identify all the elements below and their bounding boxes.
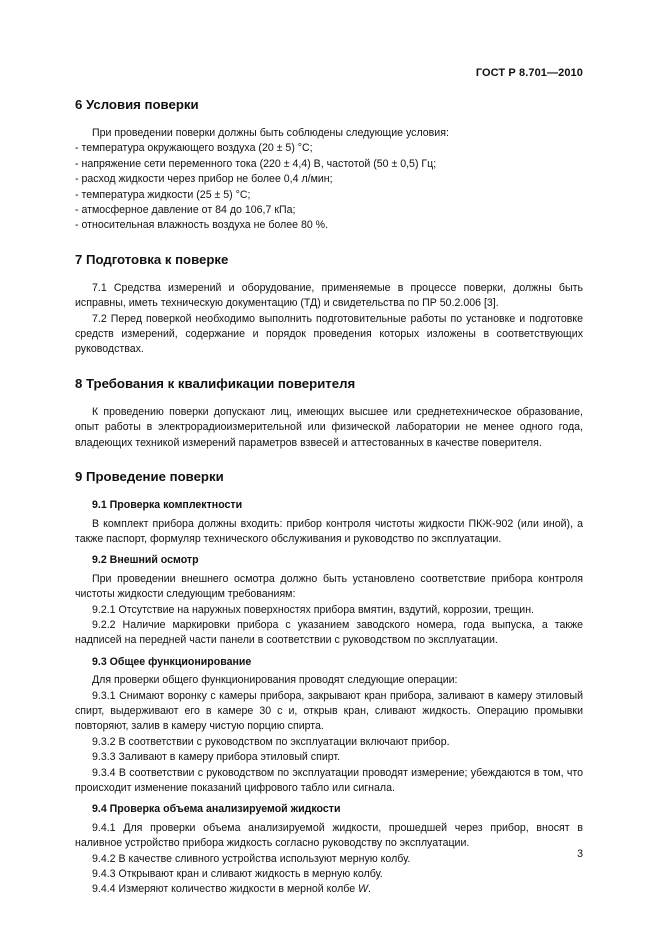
section-7-title: 7 Подготовка к поверке [75, 251, 229, 267]
paragraph-9-3-4: 9.3.4 В соответствии с руководством по эксплуатации проводят измерение; убеждаются в том, что происходит изменение показаний цифрового табло или сигнала. [75, 766, 583, 794]
subsection-9-4-title: 9.4 Проверка объема анализируемой жидкости [92, 803, 341, 816]
list-item: - атмосферное давление от 84 до 106,7 кПа; [75, 204, 296, 217]
conditions-list [75, 141, 583, 233]
paragraph-9-4-3: 9.4.3 Открывают кран и сливают жидкость в мерную колбу. [92, 868, 383, 881]
paragraph-9-1: В комплект прибора должны входить: прибор контроля чистоты жидкости ПКЖ-902 (или иной), а также паспорт, формуляр технического обслуживания и руководство по эксплуатации. [75, 517, 583, 545]
list-item: - температура жидкости (25 ± 5) °С; [75, 188, 251, 201]
subsection-9-2-title: 9.2 Внешний осмотр [92, 554, 199, 567]
paragraph-9-4-2: 9.4.2 В качестве сливного устройства используют мерную колбу. [92, 852, 411, 865]
section-9-title: 9 Проведение поверки [75, 469, 224, 485]
paragraph-9-4-4-end: . [368, 883, 371, 896]
section-6-intro: При проведении поверки должны быть соблюдены следующие условия: [92, 127, 449, 139]
document-body [75, 93, 583, 898]
list-item: - относительная влажность воздуха не более 80 %. [75, 219, 329, 232]
section-8-title: 8 Требования к квалификации поверителя [75, 375, 356, 391]
page-number: 3 [577, 848, 583, 860]
paragraph-9-3-3: 9.3.3 Заливают в камеру прибора этиловый спирт. [92, 751, 341, 764]
paragraph-9-4-1: 9.4.1 Для проверки объема анализируемой жидкости, прошедшей через прибор, вносят в наливное устройство прибора жидкость согласно руководству по эксплуатации. [75, 821, 583, 850]
list-item: - температура окружающего воздуха (20 ± 5) °С; [75, 142, 313, 155]
paragraph-9-4-4 [75, 882, 583, 897]
list-item: - напряжение сети переменного тока (220 ± 4,4) В, частотой (50 ± 0,5) Гц; [75, 157, 437, 170]
paragraph-9-3-2: 9.3.2 В соответствии с руководством по эксплуатации включают прибор. [92, 735, 450, 748]
paragraph-9-3-1: 9.3.1 Снимают воронку с камеры прибора, закрывают кран прибора, заливают в камеру этиловый спирт, выдерживают его в камере 30 с и, открыв кран, сливают жидкость. Операцию промывки повторяют, залив в камеру чистую порцию спирта. [75, 689, 583, 733]
section-6-title: 6 Условия поверки [75, 97, 199, 112]
paragraph-9-4-4-text: 9.4.4 Измеряют количество жидкости в мерной колбе [92, 883, 359, 896]
subsection-9-1-title: 9.1 Проверка комплектности [92, 499, 243, 512]
subsection-9-3-title: 9.3 Общее функционирование [92, 655, 252, 668]
paragraph-8: К проведению поверки допускают лиц, имеющих высшее или среднетехническое образование, опыт работы в электрорадиоизмерительной или физической лаборатории не менее одного года, владеющих техникой измерений параметров взвесей и аттестованных в качестве поверителя. [75, 405, 583, 449]
paragraph-9-2-1: 9.2.1 Отсутствие на наружных поверхностях прибора вмятин, вздутий, коррозии, трещин. [92, 603, 535, 616]
paragraph-7-2: 7.2 Перед поверкой необходимо выполнить подготовительные работы по установке и подготовке средств измерений, содержание и порядок проведения которых изложены в соответствующих руководствах. [75, 312, 583, 356]
paragraph-7-1: 7.1 Средства измерений и оборудование, применяемые в процессе поверки, должны быть исправны, иметь техническую документацию (ТД) и свидетельства по ПР 50.2.006 [3]. [75, 281, 583, 310]
paragraph-9-2-2: 9.2.2 Наличие маркировки прибора с указанием заводского номера, года выпуска, а также надписей на передней части панели в соответствии с руководством по эксплуатации. [75, 618, 583, 647]
list-item: - расход жидкости через прибор не более 0,4 л/мин; [75, 173, 333, 186]
paragraph-9-3: Для проверки общего функционирования проводят следующие операции: [92, 674, 458, 687]
document-header: ГОСТ Р 8.701—2010 [475, 67, 583, 79]
paragraph-9-2: При проведении внешнего осмотра должно быть установлено соответствие прибора контроля чистоты жидкости следующим требованиям: [75, 572, 583, 601]
variable-w: W [358, 883, 369, 896]
